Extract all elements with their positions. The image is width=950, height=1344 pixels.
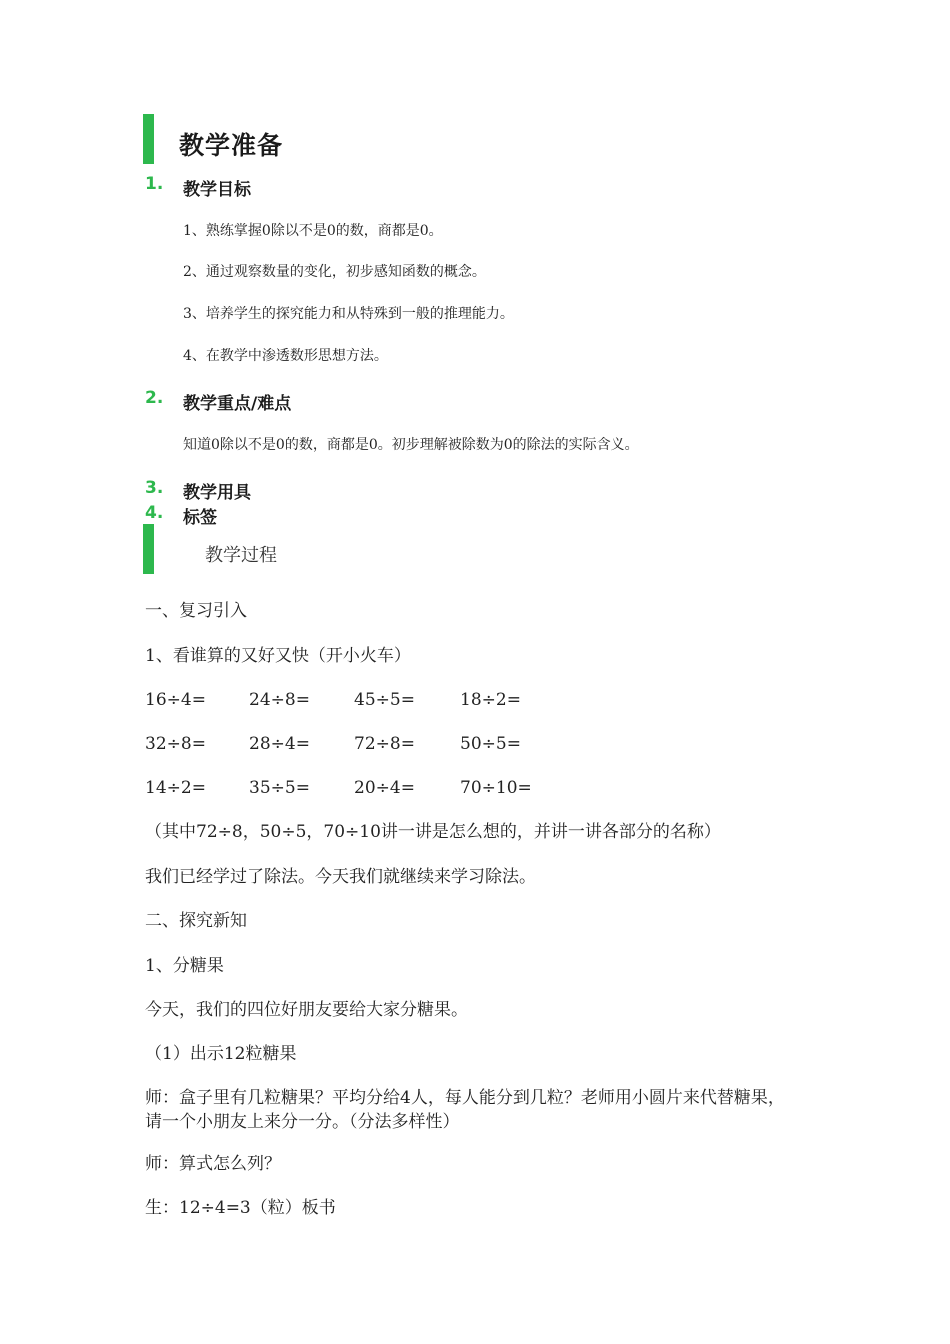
candy-heading: 1、分糖果 <box>145 956 224 976</box>
review-heading: 一、复习引入 <box>145 601 247 621</box>
item-title-tools: 教学用具 <box>183 483 251 503</box>
goal-item: 3、培养学生的探究能力和从特殊到一般的推理能力。 <box>183 306 514 322</box>
problem-note: （其中72÷8，50÷5，70÷10讲一讲是怎么想的，并讲一讲各部分的名称） <box>145 822 721 842</box>
teacher-question-1: 师：盒子里有几粒糖果？平均分给4人，每人能分到几粒？老师用小圆片来代替糖果，请一个小朋友上来分一分。（分法多样性） <box>145 1088 785 1132</box>
item-number-3: 3. <box>145 478 164 498</box>
problem-cell: 32÷8= <box>145 734 206 754</box>
item-title-goals: 教学目标 <box>183 180 251 200</box>
candy-intro: 今天，我们的四位好朋友要给大家分糖果。 <box>145 1000 468 1020</box>
item-title-keypoints: 教学重点/难点 <box>183 394 292 414</box>
problem-cell: 72÷8= <box>354 734 415 754</box>
section-marker-process <box>143 524 154 574</box>
quick-calc-heading: 1、看谁算的又好又快（开小火车） <box>145 646 411 666</box>
item-number-4: 4. <box>145 503 164 523</box>
teacher-question-2: 师：算式怎么列？ <box>145 1154 281 1174</box>
item-number-2: 2. <box>145 388 164 408</box>
goal-item: 1、熟练掌握0除以不是0的数，商都是0。 <box>183 223 443 239</box>
item-title-tags: 标签 <box>183 508 217 528</box>
keypoint-text: 知道0除以不是0的数，商都是0。初步理解被除数为0的除法的实际含义。 <box>183 437 639 453</box>
problem-cell: 18÷2= <box>460 690 521 710</box>
problem-cell: 45÷5= <box>354 690 415 710</box>
goal-item: 2、通过观察数量的变化，初步感知函数的概念。 <box>183 264 486 280</box>
section-title-process: 教学过程 <box>205 545 277 566</box>
problem-cell: 70÷10= <box>460 778 532 798</box>
problem-cell: 24÷8= <box>249 690 310 710</box>
student-answer: 生：12÷4=3（粒）板书 <box>145 1198 336 1218</box>
section-marker-prep <box>143 114 154 164</box>
show-12-candies: （1）出示12粒糖果 <box>145 1044 297 1064</box>
problem-cell: 28÷4= <box>249 734 310 754</box>
goal-item: 4、在教学中渗透数形思想方法。 <box>183 348 388 364</box>
problem-cell: 50÷5= <box>460 734 521 754</box>
problem-cell: 16÷4= <box>145 690 206 710</box>
explore-heading: 二、探究新知 <box>145 911 247 931</box>
problem-cell: 35÷5= <box>249 778 310 798</box>
section-title-prep: 教学准备 <box>179 131 284 160</box>
item-number-1: 1. <box>145 174 164 194</box>
problem-cell: 20÷4= <box>354 778 415 798</box>
intro-paragraph: 我们已经学过了除法。今天我们就继续来学习除法。 <box>145 867 536 887</box>
problem-cell: 14÷2= <box>145 778 206 798</box>
